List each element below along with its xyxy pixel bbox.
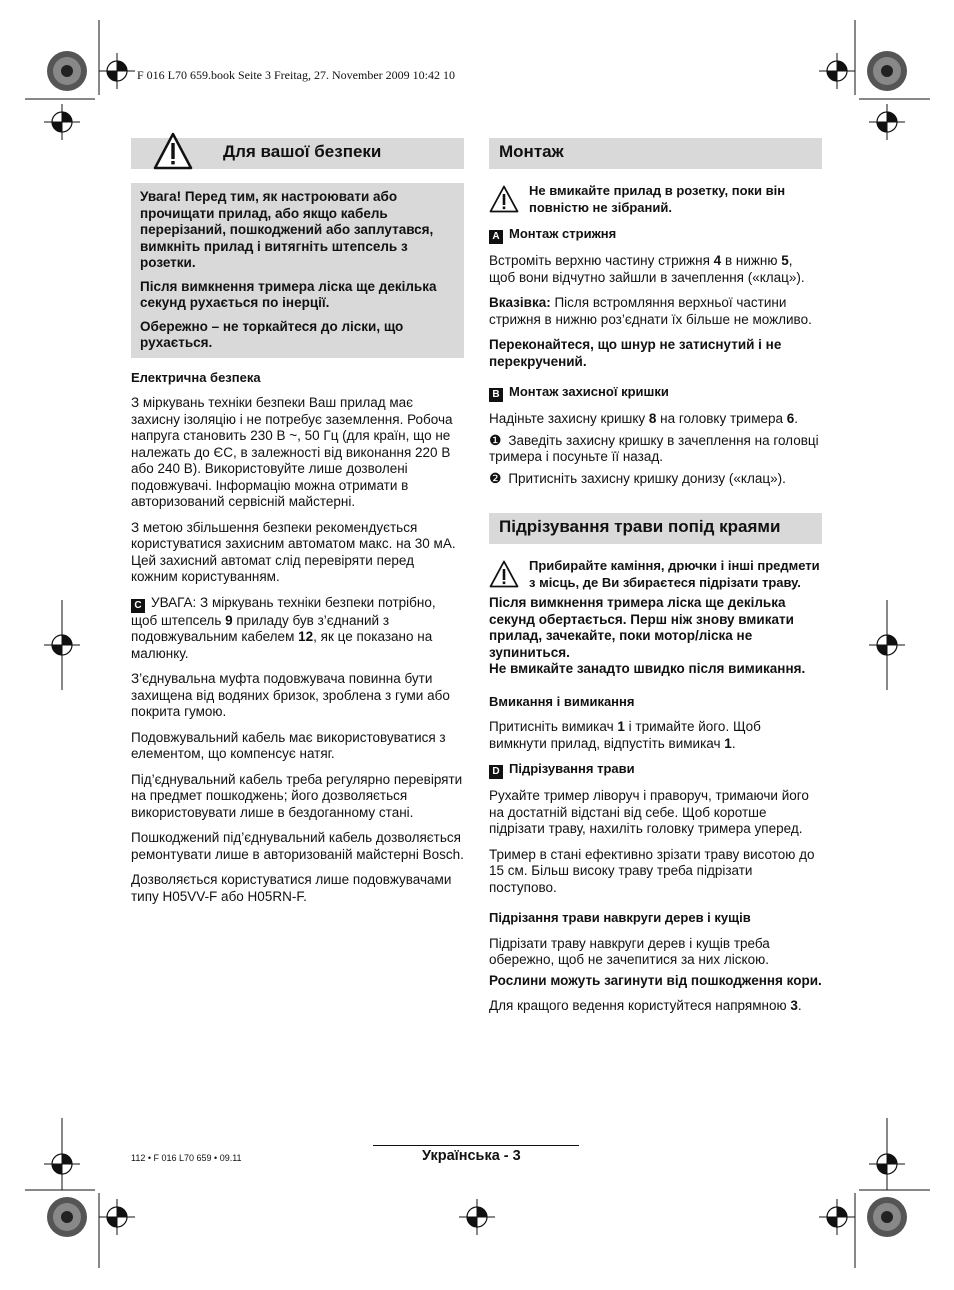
trees-paragraph: Підрізати траву навкруги дерев і кущів треба обережно, щоб не зачепитися за них ліскою. xyxy=(489,935,770,967)
book-header-line: F 016 L70 659.book Seite 3 Freitag, 27. November 2009 10:42 10 xyxy=(137,68,455,82)
reg-mark-icon xyxy=(819,53,855,89)
left-column xyxy=(131,138,464,914)
warning-text-3: Обережно – не торкайтеся до ліски, що рухається. xyxy=(140,318,404,350)
safety-section-header xyxy=(131,138,464,169)
assembly-warning: Не вмикайте прилад в розетку, поки він повністю не зібраний. xyxy=(489,183,822,216)
warning-triangle-icon xyxy=(489,185,519,213)
elec-paragraph-1: З міркувань техніки безпеки Ваш прилад має захисну ізоляцію і не потребує заземлення. Робоча напруга становить 230 В ~, 50 Гц (для країн, що не належать до ЄС, в залежності від виконання 220 В або 240 В). Використовуйте лише дозволені подовжувачі. Інформацію можна отримати в авторизований сервісній майстерні. xyxy=(131,395,453,509)
on-off-title: Вмикання і вимикання xyxy=(489,693,635,709)
trimming-title: D Підрізування трави xyxy=(489,761,822,779)
guard-assembly-title: B Монтаж захисної кришки xyxy=(489,384,822,402)
elec-paragraph-8: Дозволяється користуватися лише подовжувачами типу H05VV-F або H05RN-F. xyxy=(131,872,452,904)
figure-badge-b: B xyxy=(489,388,503,402)
electrical-safety-title: Електрична безпека xyxy=(131,369,261,385)
assembly-section-header xyxy=(489,138,822,169)
reg-mark-icon xyxy=(99,1199,135,1235)
trimming-paragraph-2: Тример в стані ефективно зрізати траву висотою до 15 см. Більш високу траву треба підрізати поступово. xyxy=(489,846,815,895)
warning-triangle-icon xyxy=(153,132,193,170)
safety-title: Для вашої безпеки xyxy=(223,142,382,161)
warning-text-2: Після вимкнення тримера ліска ще декілька секунд рухається по інерції. xyxy=(140,278,437,310)
warning-triangle-icon xyxy=(489,560,519,588)
footer-rule xyxy=(373,1145,579,1146)
star-target-tr-icon xyxy=(867,51,907,91)
page-number: Українська - 3 xyxy=(422,1148,521,1164)
note-paragraph: Вказівка: Після встромляння верхньої частини стрижня в нижню роз’єднати їх більше не можливо. xyxy=(489,295,812,327)
spin-warning: Після вимкнення тримера ліска ще декілька секунд обертається. Перш ніж знову вмикати прилад, зачекайте, поки мотор/ліска не зупиниться. xyxy=(489,595,794,660)
star-target-tl-icon xyxy=(47,51,87,91)
elec-paragraph-5: Подовжувальний кабель має використовуватися з елементом, що компенсує натяг. xyxy=(131,729,446,761)
edge-trimming-section-header xyxy=(489,513,822,544)
guard-step-2: ❷ Притисніть захисну кришку донизу («клац»). xyxy=(489,469,786,486)
elec-paragraph-4: З’єднувальна муфта подовжувача повинна бути захищена від водяних бризок, зроблена з гуми або покрита гумою. xyxy=(131,671,450,719)
reg-mark-icon xyxy=(459,1199,495,1235)
elec-paragraph-2: З метою збільшення безпеки рекомендується користуватися захисним автоматом макс. на 30 мА. Цей захисний автомат слід перевіряти перед кожним користуванням. xyxy=(131,519,456,584)
warning-text-1: Увага! Перед тим, як настроювати або прочищати прилад, або якщо кабель перерізаний, пошкоджений або заплутався, вимкніть прилад і витягніть штепсель з розетки. xyxy=(140,189,434,270)
reg-mark-icon xyxy=(819,1199,855,1235)
rod-paragraph: Встроміть верхню частину стрижня 4 в нижню 5, щоб вони відчутно зайшли в зачеплення («клац»). xyxy=(489,253,805,285)
edge-trimming-title: Підрізування трави попід краями xyxy=(499,517,781,536)
guard-step-1: ❶ Заведіть захисну кришку в зачеплення на головці тримера і посуньте її назад. xyxy=(489,431,819,464)
trimming-paragraph-1: Рухайте тример ліворуч і праворуч, тримаючи його на достатній відстані від себе. Щоб коротше підрізати траву, нахиліть головку тримера уперед. xyxy=(489,788,809,836)
trees-title: Підрізання трави навкруги дерев і кущів xyxy=(489,910,751,925)
rod-assembly-title: A Монтаж стрижня xyxy=(489,226,822,244)
reg-mark-icon xyxy=(869,104,905,140)
edge-warning: Прибирайте каміння, дрючки і інші предмети з місць, де Ви збираєтеся підрізати траву. xyxy=(489,558,822,591)
star-target-bl-icon xyxy=(47,1197,87,1237)
guide-paragraph: Для кращого ведення користуйтеся напрямною 3. xyxy=(489,998,802,1013)
safety-warning-box xyxy=(131,183,464,358)
cord-warning: Переконайтеся, що шнур не затиснутий і не перекручений. xyxy=(489,337,782,369)
footer-code: 112 • F 016 L70 659 • 09.11 xyxy=(131,1153,242,1163)
star-target-br-icon xyxy=(867,1197,907,1237)
guard-paragraph: Надіньте захисну кришку 8 на головку тримера 6. xyxy=(489,411,799,426)
figure-badge-c: C xyxy=(131,599,145,613)
on-off-paragraph: Притисніть вимикач 1 і тримайте його. Щоб вимкнути прилад, відпустіть вимикач 1. xyxy=(489,719,761,751)
figure-badge-a: A xyxy=(489,230,503,244)
right-column xyxy=(489,138,822,1024)
elec-paragraph-7: Пошкоджений під’єднувальний кабель дозволяється ремонтувати лише в авторизованій майстерні Bosch. xyxy=(131,830,464,862)
reg-mark-icon xyxy=(44,104,80,140)
elec-paragraph-6: Під’єднувальний кабель треба регулярно перевіряти на предмет пошкоджень; його дозволяється використовувати лише в бездоганному стані. xyxy=(131,771,463,820)
figure-badge-d: D xyxy=(489,765,503,779)
trees-warning: Рослини можуть загинути від пошкодження кори. xyxy=(489,972,822,988)
elec-paragraph-3: C УВАГА: З міркувань техніки безпеки потрібно, щоб штепсель 9 приладу був з’єднаний з подовжувальним кабелем 12, як це показано на малюнку. xyxy=(131,594,436,661)
reg-mark-icon xyxy=(99,53,135,89)
restart-warning: Не вмикайте занадто швидко після вимикання. xyxy=(489,661,806,676)
assembly-title: Монтаж xyxy=(499,142,564,161)
